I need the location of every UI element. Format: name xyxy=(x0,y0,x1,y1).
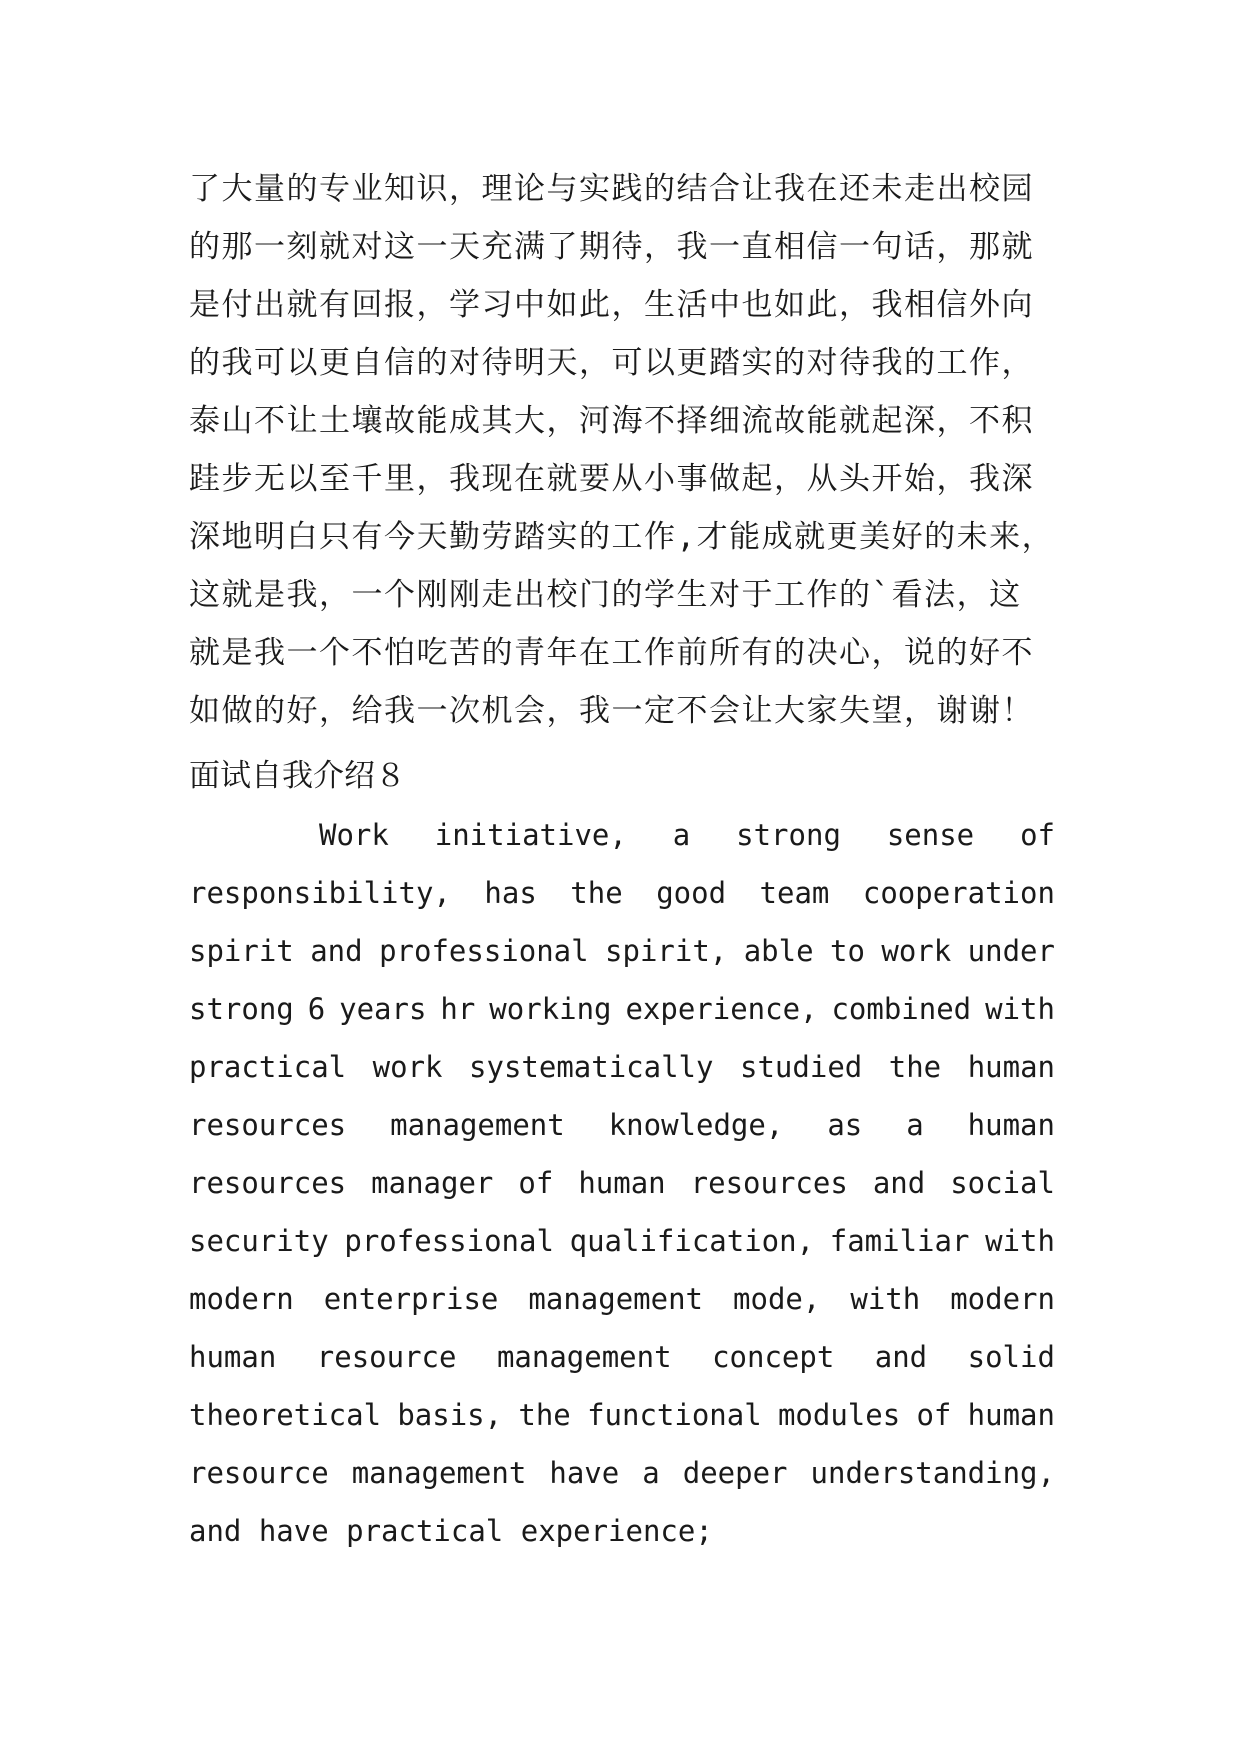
word: functional xyxy=(587,1398,762,1432)
word: qualification, xyxy=(569,1224,815,1258)
word: concept xyxy=(712,1340,835,1374)
word: human xyxy=(578,1166,666,1200)
paragraph-line xyxy=(189,1212,1055,1270)
word: combined xyxy=(831,992,972,1026)
word: theoretical xyxy=(189,1398,382,1432)
word: strong xyxy=(736,818,841,852)
word: practical xyxy=(189,1050,347,1084)
word: resource xyxy=(316,1340,457,1374)
word: initiative, xyxy=(434,818,627,852)
paragraph-line xyxy=(189,1444,1055,1502)
word: basis, xyxy=(397,1398,503,1432)
word: hr xyxy=(440,992,476,1026)
word: human xyxy=(189,1340,277,1374)
paragraph-line xyxy=(189,806,1055,864)
word: work xyxy=(372,1050,443,1084)
word: modules xyxy=(777,1398,901,1432)
word: cooperation xyxy=(862,876,1055,910)
word: a xyxy=(906,1108,924,1142)
word: as xyxy=(827,1108,863,1142)
word: management xyxy=(390,1108,565,1142)
word: of xyxy=(1020,818,1055,852)
word: enterprise xyxy=(323,1282,499,1316)
word: deeper xyxy=(682,1456,788,1490)
word: a xyxy=(642,1456,660,1490)
word: human xyxy=(967,1108,1055,1142)
word: understanding, xyxy=(810,1456,1055,1490)
paragraph-line: 这就是我，一个刚刚走出校门的学生对于工作的`看法，这 xyxy=(189,577,1022,613)
word: spirit, xyxy=(605,934,728,968)
paragraph-line: 跬步无以至千里，我现在就要从小事做起，从头开始，我深 xyxy=(189,461,1034,497)
word: under xyxy=(967,934,1055,968)
word: resources xyxy=(189,1166,347,1200)
word: of xyxy=(518,1166,554,1200)
word: the xyxy=(518,1398,571,1432)
word: team xyxy=(759,876,830,910)
word: management xyxy=(496,1340,672,1374)
word: resource xyxy=(189,1456,329,1490)
word: and have practical experience; xyxy=(189,1514,713,1548)
word: Work xyxy=(319,818,389,852)
word: sense xyxy=(886,818,975,852)
word: experience, xyxy=(625,992,818,1026)
paragraph-line xyxy=(189,1038,1055,1096)
word: the xyxy=(888,1050,942,1084)
paragraph-line xyxy=(189,1154,1055,1212)
word: solid xyxy=(967,1340,1055,1374)
word: familiar xyxy=(829,1224,970,1258)
paragraph-line: 的我可以更自信的对待明天，可以更踏实的对待我的工作， xyxy=(189,345,1034,381)
paragraph-line xyxy=(189,980,1055,1038)
word: human xyxy=(967,1398,1055,1432)
word: 6 xyxy=(307,992,326,1026)
word: the xyxy=(570,876,623,910)
paragraph-line: 泰山不让土壤故能成其大，河海不择细流故能就起深，不积 xyxy=(189,403,1034,439)
word: a xyxy=(672,818,691,852)
word: work xyxy=(881,934,952,968)
word: to xyxy=(830,934,865,968)
word: modern xyxy=(189,1282,294,1316)
paragraph-line xyxy=(189,864,1055,922)
word: with xyxy=(985,992,1055,1026)
word: resources xyxy=(690,1166,848,1200)
english-paragraph xyxy=(189,806,1055,1560)
paragraph-line xyxy=(189,1270,1055,1328)
word: has xyxy=(484,876,537,910)
paragraph-line xyxy=(189,922,1055,980)
word: working xyxy=(489,992,612,1026)
word: mode, xyxy=(733,1282,821,1316)
word: good xyxy=(656,876,727,910)
paragraph-line: 如做的好，给我一次机会，我一定不会让大家失望，谢谢！ xyxy=(189,693,1034,729)
word: spirit xyxy=(189,934,294,968)
word: modern xyxy=(950,1282,1055,1316)
paragraph-line xyxy=(189,1386,1055,1444)
paragraph-line xyxy=(189,1096,1055,1154)
word: able xyxy=(743,934,814,968)
word: years xyxy=(339,992,427,1026)
chinese-paragraph xyxy=(189,160,1059,740)
paragraph-line xyxy=(189,1328,1055,1386)
word: have xyxy=(549,1456,620,1490)
word: professional xyxy=(379,934,589,968)
word: resources xyxy=(189,1108,347,1142)
word: and xyxy=(310,934,363,968)
paragraph-line: 是付出就有回报，学习中如此，生活中也如此，我相信外向 xyxy=(189,287,1034,323)
word: knowledge, xyxy=(608,1108,784,1142)
word: manager xyxy=(371,1166,494,1200)
word: of xyxy=(916,1398,952,1432)
word: social xyxy=(950,1166,1055,1200)
word: management xyxy=(528,1282,704,1316)
paragraph-line: 的那一刻就对这一天充满了期待，我一直相信一句话，那就 xyxy=(189,229,1034,265)
paragraph-line: 深地明白只有今天勤劳踏实的工作,才能成就更美好的未来， xyxy=(189,519,1055,555)
word: with xyxy=(985,1224,1055,1258)
word: studied xyxy=(740,1050,863,1084)
paragraph-line: 就是我一个不怕吃苦的青年在工作前所有的决心，说的好不 xyxy=(189,635,1034,671)
word: systematically xyxy=(469,1050,714,1084)
word: strong xyxy=(189,992,294,1026)
word: and xyxy=(874,1340,928,1374)
section-heading: 面试自我介绍８ xyxy=(189,758,406,794)
word: with xyxy=(850,1282,921,1316)
paragraph-line: 了大量的专业知识，理论与实践的结合让我在还未走出校园 xyxy=(189,171,1034,207)
paragraph-line xyxy=(189,1502,1055,1560)
word: human xyxy=(967,1050,1055,1084)
word: professional xyxy=(344,1224,554,1258)
word: security xyxy=(189,1224,329,1258)
word: responsibility, xyxy=(189,876,451,910)
word: and xyxy=(872,1166,926,1200)
word: management xyxy=(351,1456,527,1490)
